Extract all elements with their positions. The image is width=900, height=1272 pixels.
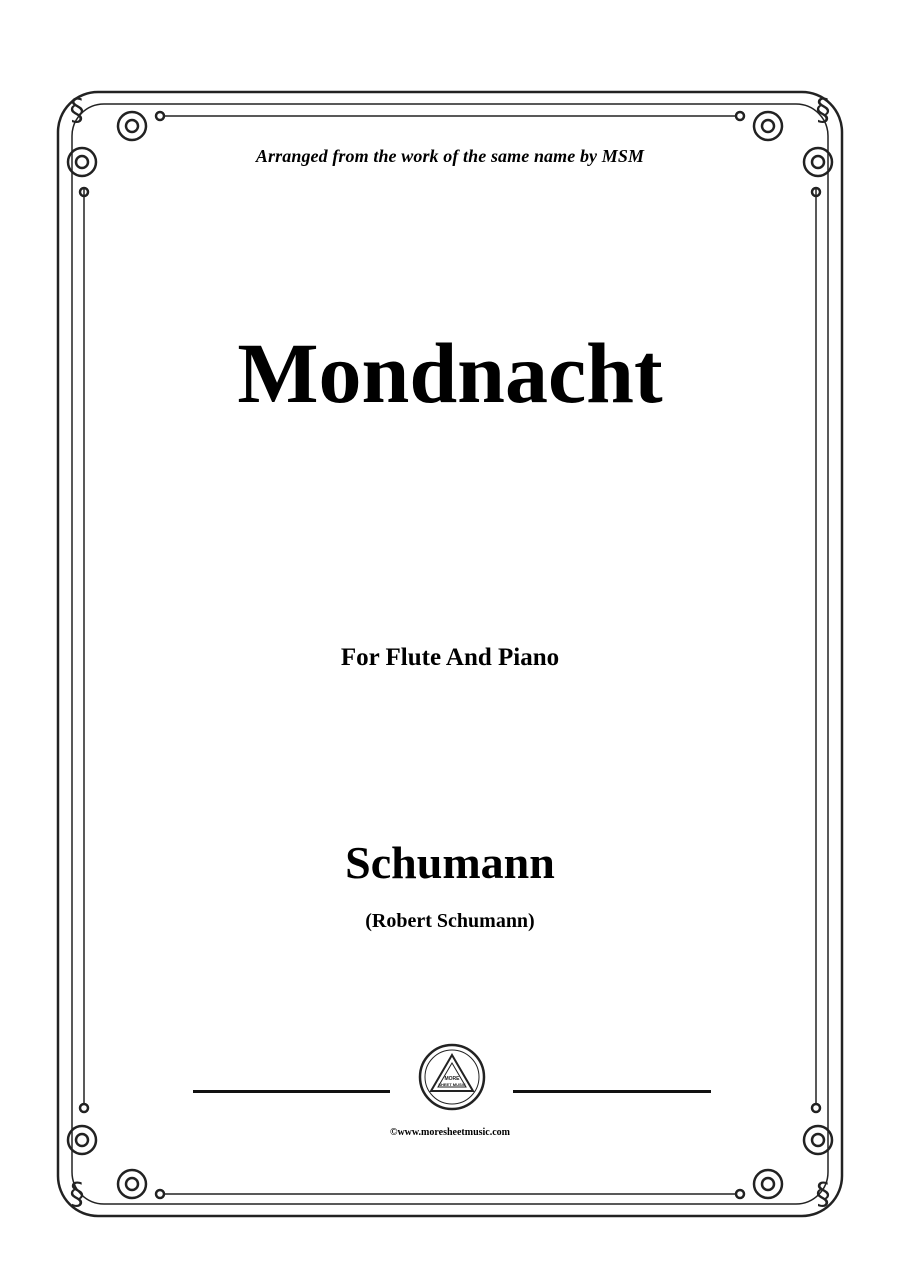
logo-text-bottom: SHEET MUSIC — [438, 1082, 466, 1087]
scroll-corner-icon: § — [815, 93, 831, 128]
scroll-corner-icon: § — [69, 93, 85, 128]
scroll-corner-icon: § — [69, 1177, 85, 1212]
logo-text-top: MORE — [444, 1076, 460, 1082]
arrangement-note: Arranged from the work of the same name by MSM — [255, 146, 645, 166]
page-title: Mondnacht — [237, 325, 663, 421]
footer-rule-right — [513, 1090, 711, 1093]
composer-full-name: (Robert Schumann) — [365, 910, 535, 932]
website-copyright: ©www.moresheetmusic.com — [389, 1127, 511, 1138]
publisher-logo-icon — [418, 1043, 486, 1111]
composer-name: Schumann — [345, 837, 555, 888]
instrumentation-label: For Flute And Piano — [340, 644, 560, 671]
footer-rule-left — [193, 1090, 390, 1093]
scroll-corner-icon: § — [815, 1177, 831, 1212]
